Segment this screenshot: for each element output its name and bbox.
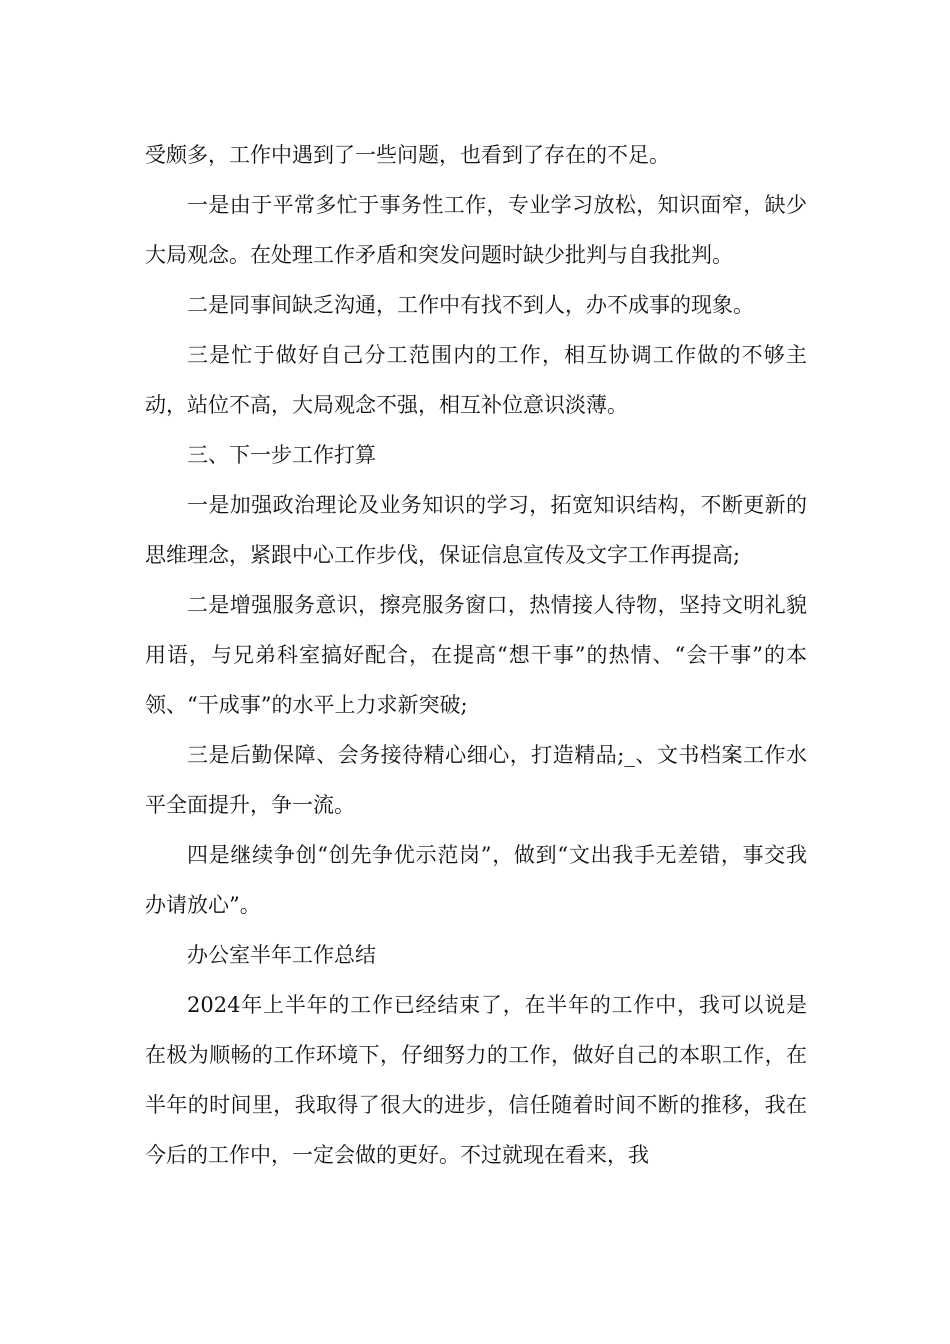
paragraph-problem-3: 三是忙于做好自己分工范围内的工作，相互协调工作做的不够主动，站位不高，大局观念不强，相互补位意识淡薄。: [145, 343, 807, 417]
paragraph-continuation: 受颇多，工作中遇到了一些问题，也看到了存在的不足。: [145, 143, 670, 167]
paragraph-plan-2: 二是增强服务意识，擦亮服务窗口，热情接人待物，坚持文明礼貌用语，与兄弟科室搞好配合，在提高“想干事”的热情、“会干事”的本领、“干成事”的水平上力求新突破;: [145, 593, 807, 717]
paragraph-plan-3: 三是后勤保障、会务接待精心细心，打造精品;_、文书档案工作水平全面提升，争一流。: [145, 743, 807, 817]
section-heading-next-steps: 三、下一步工作打算: [187, 443, 376, 467]
document-title-summary: 办公室半年工作总结: [187, 943, 376, 967]
paragraph-problem-2: 二是同事间缺乏沟通，工作中有找不到人，办不成事的现象。: [187, 293, 754, 317]
paragraph-problem-1: 一是由于平常多忙于事务性工作，专业学习放松，知识面窄，缺少大局观念。在处理工作矛盾和突发问题时缺少批判与自我批判。: [145, 193, 807, 267]
paragraph-plan-1: 一是加强政治理论及业务知识的学习，拓宽知识结构，不断更新的思维理念，紧跟中心工作步伐，保证信息宣传及文字工作再提高;: [145, 493, 807, 567]
paragraph-plan-4: 四是继续争创“创先争优示范岗”，做到“文出我手无差错，事交我办请放心”。: [145, 843, 807, 917]
paragraph-summary-intro: 2024年上半年的工作已经结束了，在半年的工作中，我可以说是在极为顺畅的工作环境下，仔细努力的工作，做好自己的本职工作，在半年的时间里，我取得了很大的进步，信任随着时间不断的推移，我在今后的工作中，一定会做的更好。不过就现在看来，我: [145, 993, 807, 1167]
document-body: [145, 130, 807, 1180]
